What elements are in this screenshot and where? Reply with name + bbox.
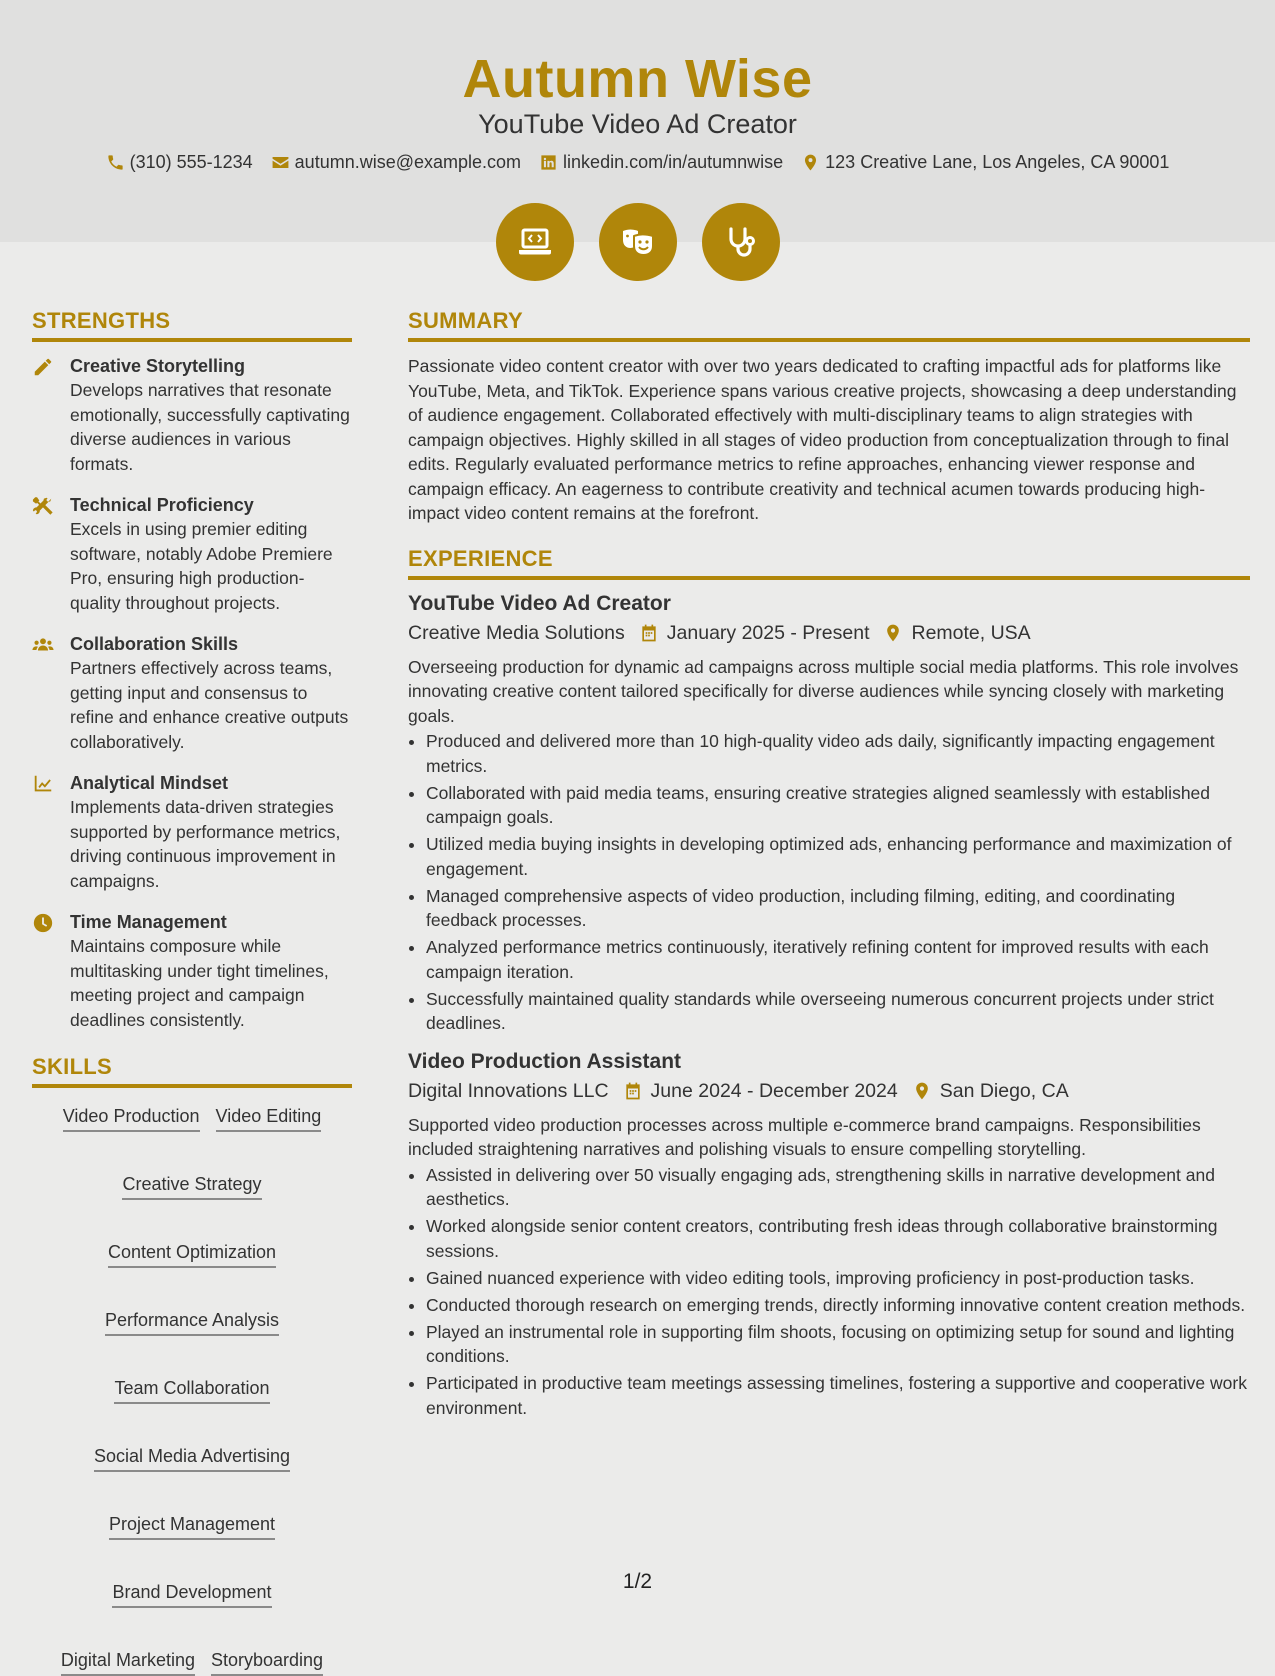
job-title: YouTube Video Ad Creator: [408, 591, 671, 615]
job-location: San Diego, CA: [939, 1079, 1069, 1102]
contact-linkedin[interactable]: [539, 152, 783, 173]
list-item: • Successfully maintained quality standards while overseeing numerous concurrent projects under strict deadlines.: [426, 987, 1250, 1036]
list-item: • Analyzed performance metrics continuously, iteratively refining content for improved results with each campaign iteration.: [426, 935, 1250, 984]
envelope-icon: [271, 153, 290, 172]
skills-heading: SKILLS: [32, 1054, 352, 1088]
strength-desc: Maintains composure while multitasking under tight timelines, meeting project and campaign deadlines consistently.: [70, 936, 329, 1030]
left-column: [32, 308, 352, 1676]
job-bullets: [408, 1163, 1250, 1421]
laptop-code-badge: [496, 203, 574, 281]
list-item: • Played an instrumental role in supporting film shoots, focusing on optimizing setup for sound and lighting conditions.: [426, 1320, 1250, 1369]
theater-masks-badge: [599, 203, 677, 281]
map-marker-icon: [912, 1081, 932, 1101]
chart-line-icon: [32, 773, 54, 795]
map-marker-icon: [883, 623, 903, 643]
candidate-name: Autumn Wise: [462, 49, 813, 109]
job-company: Creative Media Solutions: [408, 621, 625, 644]
linkedin-icon: [539, 153, 558, 172]
page-number: 1/2: [622, 1570, 653, 1593]
job-dates: June 2024 - December 2024: [650, 1079, 898, 1102]
calendar-icon: [639, 623, 659, 643]
contact-email[interactable]: [271, 152, 521, 173]
strength-desc: Develops narratives that resonate emotionally, successfully captivating diverse audiences in various formats.: [70, 380, 350, 474]
job-dates: January 2025 - Present: [666, 621, 870, 644]
strengths-heading: STRENGTHS: [32, 308, 352, 342]
summary-text: Passionate video content creator with over two years dedicated to crafting impactful ads for platforms like YouTube, Meta, and TikTok. Experience spans various creative projects, showcasing a deep understanding of audience engagement. Collaborated effectively with multi-disciplinary teams to align strategies with campaign objectives. Highly skilled in all stages of video production from conceptualization through to final edits. Regularly evaluated performance metrics to refine approaches, enhancing viewer response and campaign efficacy. An eagerness to contribute creativity and technical acumen towards producing high-impact video content remains at the forefront.: [408, 356, 1237, 523]
strength-title: Collaboration Skills: [70, 634, 239, 654]
list-item: • Utilized media buying insights in developing optimized ads, enhancing performance and maximization of engagement.: [426, 832, 1250, 881]
badge-row: [0, 203, 1275, 281]
skill-tag: Performance Analysis: [105, 1310, 279, 1336]
job-location: Remote, USA: [911, 621, 1031, 644]
strength-desc: Partners effectively across teams, getting input and consensus to refine and enhance creative outputs collaboratively.: [70, 658, 349, 752]
strength-desc: Excels in using premier editing software, notably Adobe Premiere Pro, ensuring high production-quality throughout projects.: [70, 519, 333, 613]
pencil-icon: [32, 356, 54, 378]
strength-item: [32, 910, 352, 1032]
strength-item: [32, 632, 352, 754]
job-title: Video Production Assistant: [408, 1049, 682, 1073]
tools-icon: [32, 495, 54, 517]
strength-item: [32, 354, 352, 476]
map-marker-icon: [801, 153, 820, 172]
list-item: • Managed comprehensive aspects of video production, including filming, editing, and coordinating feedback processes.: [426, 884, 1250, 933]
clock-icon: [32, 912, 54, 934]
list-item: • Assisted in delivering over 50 visually engaging ads, strengthening skills in narrative development and aesthetics.: [426, 1163, 1250, 1212]
skill-tag: Project Management: [109, 1514, 275, 1540]
skill-tag: Team Collaboration: [114, 1378, 269, 1404]
candidate-title: YouTube Video Ad Creator: [478, 109, 797, 139]
skill-tag: Content Optimization: [108, 1242, 276, 1268]
job-description: Supported video production processes across multiple e-commerce brand campaigns. Responsibilities included straightening narratives and polishing visuals to ensure compelling storytelling.: [408, 1114, 1201, 1159]
strength-title: Analytical Mindset: [70, 773, 229, 793]
stethoscope-badge: [702, 203, 780, 281]
job-entry: [408, 1050, 1250, 1421]
list-item: • Gained nuanced experience with video editing tools, improving proficiency in post-production tasks.: [426, 1266, 1250, 1291]
skill-tag: Digital Marketing: [61, 1650, 195, 1676]
contact-bar: [0, 152, 1275, 173]
job-entry: [408, 592, 1250, 1036]
theater-masks-icon: [618, 222, 658, 262]
list-item: • Worked alongside senior content creators, contributing fresh ideas through collaborative brainstorming sessions.: [426, 1214, 1250, 1263]
skill-tag: Video Production: [63, 1106, 200, 1132]
users-icon: [32, 634, 54, 656]
summary-heading: SUMMARY: [408, 308, 1250, 342]
stethoscope-icon: [721, 222, 761, 262]
right-column: [408, 308, 1250, 1434]
list-item: • Participated in productive team meetings assessing timelines, fostering a supportive and cooperative work environment.: [426, 1371, 1250, 1420]
list-item: • Conducted thorough research on emerging trends, directly informing innovative content creation methods.: [426, 1293, 1250, 1318]
strength-desc: Implements data-driven strategies supported by performance metrics, driving continuous improvement in campaigns.: [70, 797, 341, 891]
job-company: Digital Innovations LLC: [408, 1079, 609, 1102]
skill-tag: Creative Strategy: [122, 1174, 261, 1200]
contact-address: [801, 152, 1169, 173]
phone-text: (310) 555-1234: [129, 152, 253, 172]
email-text: autumn.wise@example.com: [294, 152, 522, 172]
skill-tag: Storyboarding: [211, 1650, 323, 1676]
linkedin-text: linkedin.com/in/autumnwise: [563, 152, 784, 172]
skill-tag: Brand Development: [112, 1582, 271, 1608]
job-bullets: [408, 729, 1250, 1036]
strength-title: Time Management: [70, 912, 227, 932]
list-item: • Produced and delivered more than 10 high-quality video ads daily, significantly impacting engagement metrics.: [426, 729, 1250, 778]
job-meta: [408, 622, 1250, 645]
calendar-icon: [623, 1081, 643, 1101]
skill-tag: Social Media Advertising: [94, 1446, 290, 1472]
address-text: 123 Creative Lane, Los Angeles, CA 90001: [825, 152, 1170, 172]
strength-title: Creative Storytelling: [70, 356, 246, 376]
strength-item: [32, 771, 352, 893]
job-meta: [408, 1080, 1250, 1103]
phone-icon: [106, 153, 125, 172]
contact-phone[interactable]: [106, 152, 253, 173]
experience-heading: EXPERIENCE: [408, 546, 1250, 580]
laptop-code-icon: [515, 222, 555, 262]
list-item: • Collaborated with paid media teams, ensuring creative strategies aligned seamlessly with established campaign goals.: [426, 781, 1250, 830]
skill-tag: Video Editing: [216, 1106, 322, 1132]
job-description: Overseeing production for dynamic ad campaigns across multiple social media platforms. This role involves innovating creative content tailored specifically for diverse audiences while syncing closely with marketing goals.: [408, 656, 1239, 726]
strength-item: [32, 493, 352, 615]
strength-title: Technical Proficiency: [70, 495, 254, 515]
